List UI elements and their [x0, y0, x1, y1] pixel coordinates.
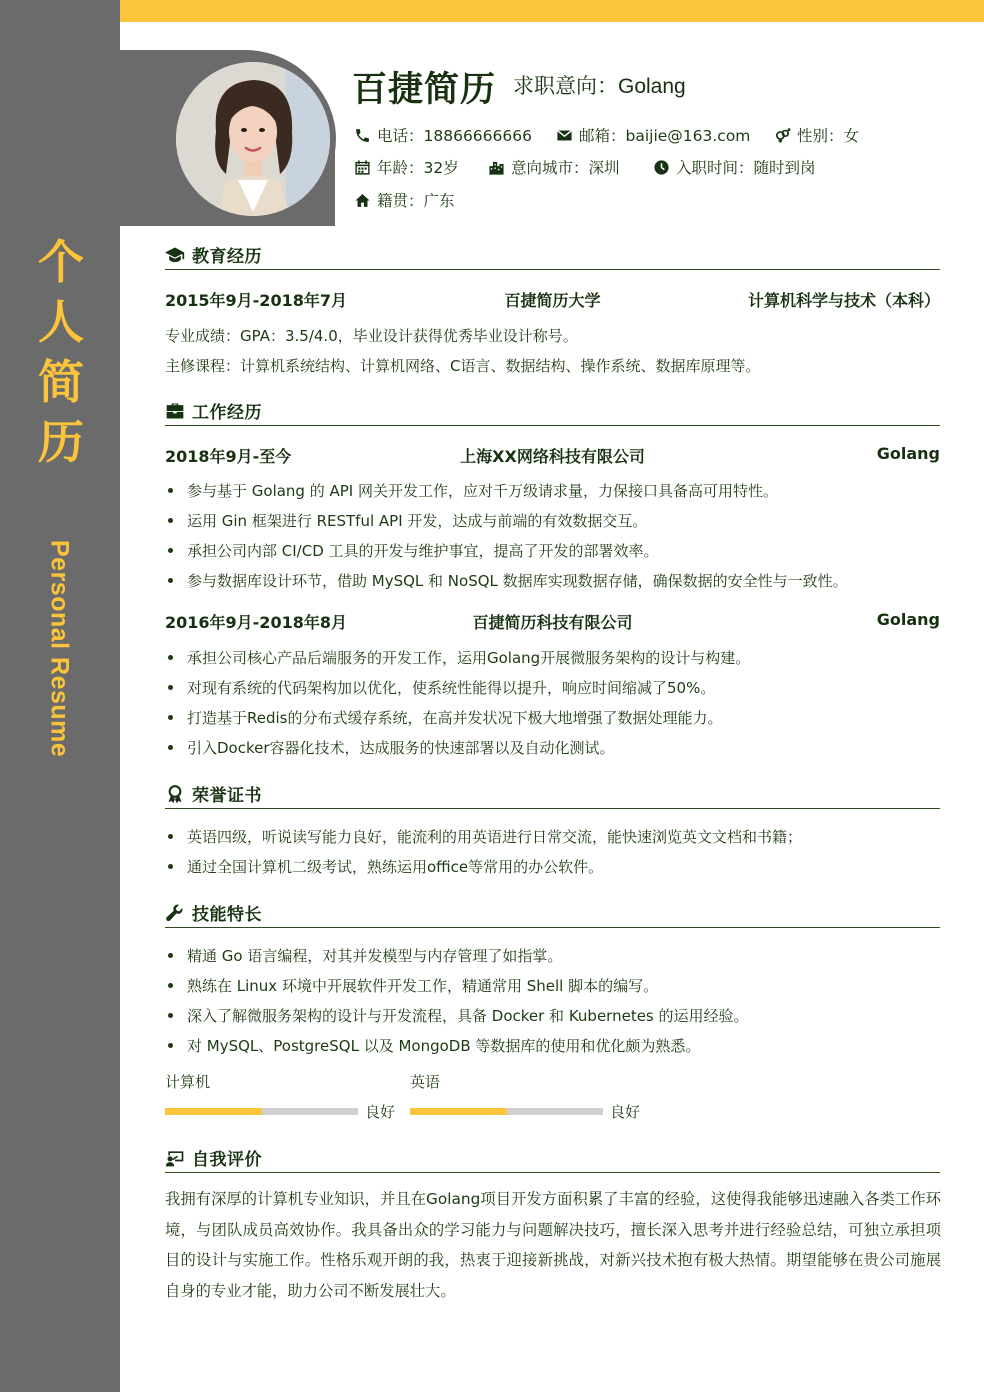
home-icon	[353, 191, 371, 209]
info-hometown	[353, 189, 455, 211]
city-icon	[487, 158, 505, 176]
skill-bar-track	[410, 1108, 603, 1115]
skill-bar-fill	[410, 1108, 507, 1115]
calendar-icon	[353, 158, 371, 176]
clock-icon	[652, 158, 670, 176]
list-item: 精通 Go 语言编程，对其并发模型与内存管理了如指掌。	[165, 945, 562, 966]
section-title: 自我评价	[192, 1150, 262, 1170]
skill-bar-fill	[165, 1108, 262, 1115]
age-text: 年龄：32岁	[377, 159, 459, 177]
list-item: 熟练在 Linux 环境中开展软件开发工作，精通常用 Shell 脚本的编写。	[165, 975, 658, 996]
job-label: 求职意向：	[513, 74, 618, 98]
phone-icon	[353, 126, 371, 144]
info-start	[652, 156, 816, 178]
list-item: 深入了解微服务架构的设计与开发流程，具备 Docker 和 Kubernetes 的运用经验。	[165, 1005, 749, 1026]
gender-icon	[773, 126, 791, 144]
list-item: 引入Docker容器化技术，达成服务的快速部署以及自动化测试。	[165, 737, 615, 758]
award-icon	[165, 784, 187, 804]
section-honors	[165, 779, 940, 809]
sidebar-subtitle: Personal Resume	[45, 540, 74, 758]
avatar	[176, 62, 330, 216]
section-education	[165, 240, 940, 270]
start-text: 入职时间：随时到岗	[676, 159, 816, 177]
job-row	[165, 444, 940, 468]
education-period: 2015年9月-2018年7月	[165, 291, 347, 310]
info-age	[353, 156, 459, 178]
list-item: 打造基于Redis的分布式缓存系统，在高并发状况下极大地增强了数据处理能力。	[165, 707, 723, 728]
skill-level: 良好	[365, 1103, 396, 1121]
briefcase-icon	[165, 401, 187, 421]
section-title: 荣誉证书	[192, 786, 262, 806]
city-text: 意向城市：深圳	[511, 159, 620, 177]
presenter-icon	[165, 1148, 187, 1168]
skill-name: 英语	[410, 1073, 441, 1091]
education-school: 百捷简历大学	[504, 291, 601, 310]
phone-text: 电话：18866666666	[377, 127, 532, 145]
list-item: 参与数据库设计环节，借助 MySQL 和 NoSQL 数据库实现数据存储，确保数据的安全性与一致性。	[165, 570, 848, 591]
education-line: 专业成绩：GPA：3.5/4.0，毕业设计获得优秀毕业设计称号。	[165, 327, 578, 345]
list-item: 运用 Gin 框架进行 RESTful API 开发，达成与前端的有效数据交互。	[165, 510, 647, 531]
job-period: 2016年9月-2018年8月	[165, 613, 347, 632]
wrench-icon	[165, 903, 187, 923]
job-company: 上海XX网络科技有限公司	[460, 447, 645, 466]
section-self-eval	[165, 1143, 940, 1173]
list-item: 对现有系统的代码架构加以优化，使系统性能得以提升，响应时间缩减了50%。	[165, 677, 715, 698]
section-title: 教育经历	[192, 247, 262, 267]
job-intention	[513, 70, 686, 100]
info-city	[487, 156, 620, 178]
sidebar-subtitle-wrap	[44, 540, 74, 770]
info-phone	[353, 124, 532, 146]
list-item: 承担公司核心产品后端服务的开发工作，运用Golang开展微服务架构的设计与构建。	[165, 647, 750, 668]
skill-name: 计算机	[165, 1073, 211, 1091]
list-item: 参与基于 Golang 的 API 网关开发工作，应对千万级请求量，力保接口具备高可用特性。	[165, 480, 778, 501]
job-company: 百捷简历科技有限公司	[472, 613, 633, 632]
job-value: Golang	[618, 75, 686, 98]
job-role: Golang	[876, 610, 940, 629]
job-row	[165, 610, 940, 634]
hometown-text: 籍贯：广东	[377, 192, 455, 210]
skill-bar-track	[165, 1108, 358, 1115]
graduation-cap-icon	[165, 245, 187, 265]
mail-icon	[555, 126, 573, 144]
skill-level: 良好	[610, 1103, 641, 1121]
list-item: 英语四级，听说读写能力良好，能流利的用英语进行日常交流，能快速浏览英文文档和书籍；	[165, 826, 802, 847]
job-period: 2018年9月-至今	[165, 447, 292, 466]
list-item: 承担公司内部 CI/CD 工具的开发与维护事宜，提高了开发的部署效率。	[165, 540, 659, 561]
gender-text: 性别：女	[797, 127, 860, 145]
education-line: 主修课程：计算机系统结构、计算机网络、C语言、数据结构、操作系统、数据库原理等。	[165, 357, 761, 375]
email-text: 邮箱：baijie@163.com	[579, 127, 751, 145]
section-work	[165, 396, 940, 426]
info-email	[555, 124, 750, 146]
education-major: 计算机科学与技术（本科）	[747, 291, 940, 310]
sidebar-title: 个人简历	[38, 235, 84, 469]
education-row	[165, 288, 940, 312]
top-accent-bar	[120, 0, 984, 22]
section-skills	[165, 898, 940, 928]
list-item: 对 MySQL、PostgreSQL 以及 MongoDB 等数据库的使用和优化颇为熟悉。	[165, 1035, 700, 1056]
section-title: 工作经历	[192, 403, 262, 423]
section-title: 技能特长	[192, 905, 262, 925]
self-eval-text: 我拥有深厚的计算机专业知识，并且在Golang项目开发方面积累了丰富的经验，这使得我能够迅速融入各类工作环境，与团队成员高效协作。我具备出众的学习能力与问题解决技巧，擅长深入思考并进行经验总结，可独立承担项目的设计与实施工作。性格乐观开朗的我，热衷于迎接新挑战，对新兴技术抱有极大热情。期望能够在贵公司施展自身的专业才能，助力公司不断发展壮大。	[165, 1190, 941, 1300]
job-role: Golang	[876, 444, 940, 463]
list-item: 通过全国计算机二级考试，熟练运用office等常用的办公软件。	[165, 856, 603, 877]
info-gender	[773, 124, 859, 146]
applicant-name: 百捷简历	[352, 70, 497, 110]
